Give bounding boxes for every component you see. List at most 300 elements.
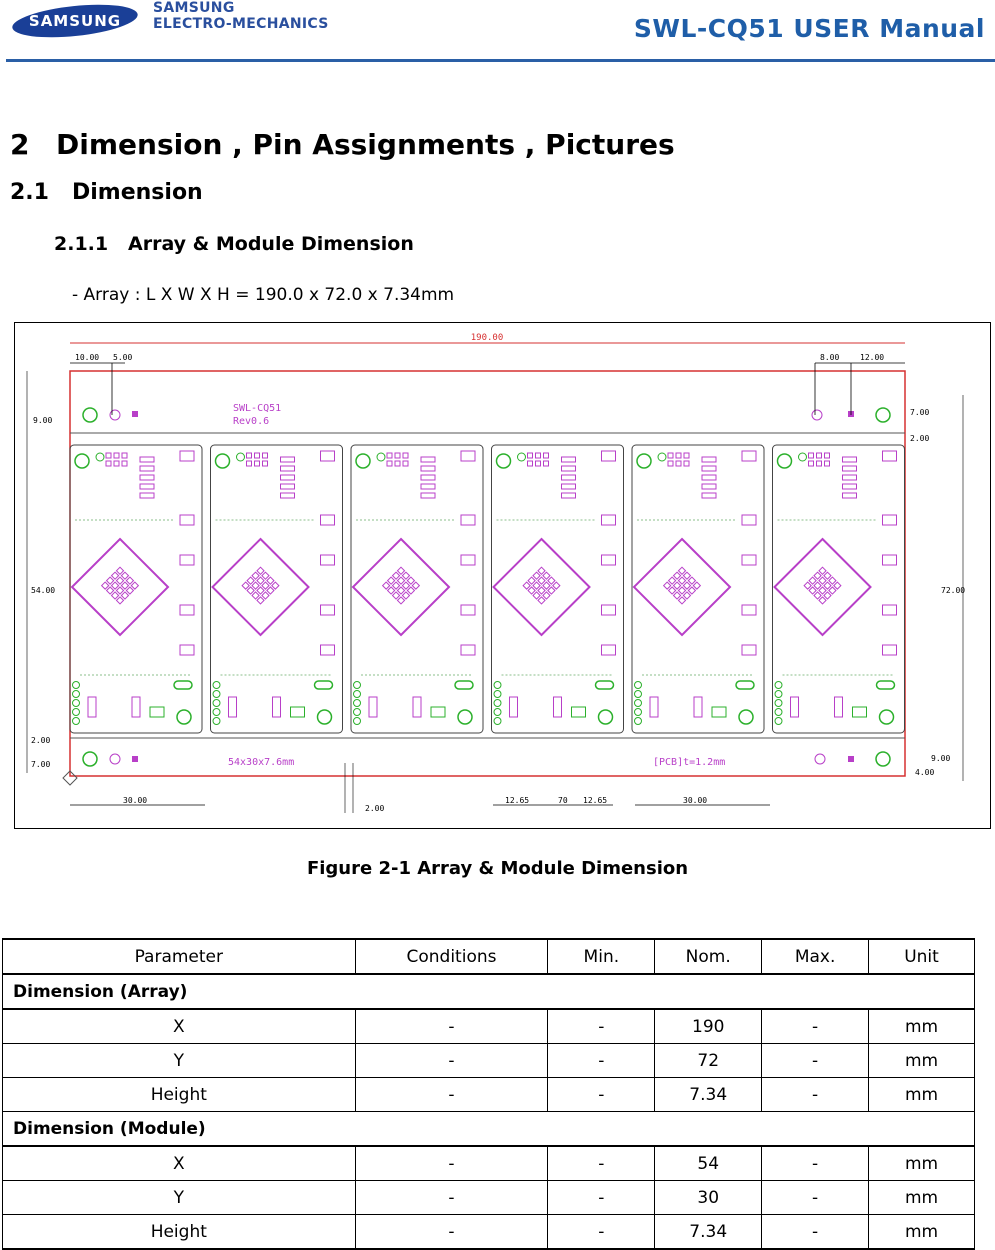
chip-pad xyxy=(257,597,264,604)
pad xyxy=(377,453,385,461)
section-heading-3 xyxy=(54,233,414,255)
chip-pad xyxy=(533,582,540,589)
component xyxy=(421,466,435,471)
chip-pad xyxy=(683,582,690,589)
table-cell: - xyxy=(355,1215,548,1250)
chip-pad xyxy=(102,582,109,589)
chip-pad xyxy=(548,587,555,594)
chip-pad xyxy=(829,587,836,594)
mount-hole xyxy=(637,454,651,468)
edge-pad xyxy=(213,691,220,698)
table-cell: X xyxy=(3,1009,356,1044)
smd-pad xyxy=(668,461,673,466)
table-cell: Height xyxy=(3,1215,356,1250)
chip-pad xyxy=(267,587,274,594)
chip-pad xyxy=(388,577,395,584)
module-outline xyxy=(70,445,202,733)
dim-bottom-1265-b: 12.65 xyxy=(583,796,608,805)
component xyxy=(180,515,194,525)
smd-pad xyxy=(247,453,252,458)
pcb-module xyxy=(70,445,202,733)
chip-pad xyxy=(538,587,545,594)
pad xyxy=(877,681,895,689)
smd-pad xyxy=(817,453,822,458)
component xyxy=(132,697,140,717)
chip-pad xyxy=(257,567,264,574)
smd-pad xyxy=(536,461,541,466)
chip-pad xyxy=(402,592,409,599)
component xyxy=(742,645,756,655)
edge-pad xyxy=(73,709,80,716)
chip-pad xyxy=(548,577,555,584)
fiducial xyxy=(812,410,822,420)
module-outline xyxy=(351,445,483,733)
pad xyxy=(572,707,586,717)
smd-pad xyxy=(684,461,689,466)
chip-pad xyxy=(523,582,530,589)
chip-pad xyxy=(814,582,821,589)
component xyxy=(843,466,857,471)
component xyxy=(742,451,756,461)
chip-pad xyxy=(819,597,826,604)
heading-2-text: Dimension xyxy=(72,180,203,205)
pad xyxy=(431,707,445,717)
dim-total-length: 190.00 xyxy=(470,333,504,343)
tooling-hole xyxy=(876,752,890,766)
chip-pad xyxy=(393,592,400,599)
fiducial xyxy=(848,756,854,762)
pcb-module xyxy=(351,445,483,733)
chip-pad xyxy=(402,582,409,589)
component xyxy=(554,697,562,717)
fiducial xyxy=(132,411,138,417)
table-cell: mm xyxy=(869,1146,975,1181)
module-outline xyxy=(211,445,343,733)
pad xyxy=(799,453,807,461)
dim-left-a: 10.00 xyxy=(75,353,100,362)
chip-pad xyxy=(543,592,550,599)
mount-hole xyxy=(216,454,230,468)
chip-pad xyxy=(678,567,685,574)
mount-hole xyxy=(75,454,89,468)
table-row xyxy=(3,1181,975,1215)
component xyxy=(421,475,435,480)
chip-pad xyxy=(543,572,550,579)
chip-pad xyxy=(683,572,690,579)
edge-pad xyxy=(775,682,782,689)
component xyxy=(843,475,857,480)
pad xyxy=(455,681,473,689)
table-cell: - xyxy=(548,1009,655,1044)
component xyxy=(321,451,335,461)
header-divider xyxy=(6,59,995,62)
chip-pad xyxy=(116,587,123,594)
logo-line-2: ELECTRO-MECHANICS xyxy=(153,16,329,32)
chip-pad xyxy=(528,587,535,594)
component xyxy=(421,457,435,462)
electro-mechanics-logo xyxy=(153,0,329,32)
smd-pad xyxy=(122,461,127,466)
component xyxy=(602,555,616,565)
table-section-row xyxy=(3,1112,975,1147)
component xyxy=(229,697,237,717)
chip-pad xyxy=(267,577,274,584)
chip-pad xyxy=(393,582,400,589)
table-cell: 7.34 xyxy=(655,1215,762,1250)
table-cell: Height xyxy=(3,1078,356,1112)
component xyxy=(702,475,716,480)
chip-pad xyxy=(247,577,254,584)
mount-hole xyxy=(356,454,370,468)
chip-pad xyxy=(397,597,404,604)
smd-pad xyxy=(809,461,814,466)
component xyxy=(321,515,335,525)
mount-hole xyxy=(739,710,753,724)
edge-pad xyxy=(775,700,782,707)
component xyxy=(883,645,897,655)
table-section-title: Dimension (Module) xyxy=(3,1112,975,1147)
smd-pad xyxy=(825,453,830,458)
component xyxy=(321,645,335,655)
chip-pad xyxy=(121,572,128,579)
pad xyxy=(315,681,333,689)
chip-pad xyxy=(688,577,695,584)
edge-pad xyxy=(494,691,501,698)
dim-bottom-1265-a: 12.65 xyxy=(505,796,530,805)
heading-1-text: Dimension , Pin Assignments , Pictures xyxy=(56,128,675,161)
chip-pad xyxy=(819,577,826,584)
fiducial xyxy=(110,410,120,420)
mount-hole xyxy=(880,710,894,724)
smd-pad xyxy=(395,453,400,458)
pad xyxy=(96,453,104,461)
pcb-module xyxy=(632,445,764,733)
smd-pad xyxy=(387,453,392,458)
component xyxy=(180,451,194,461)
component xyxy=(180,555,194,565)
table-cell: - xyxy=(762,1146,869,1181)
chip-pad xyxy=(393,572,400,579)
edge-pad xyxy=(354,682,361,689)
table-cell: - xyxy=(762,1078,869,1112)
smd-pad xyxy=(668,453,673,458)
table-row xyxy=(3,1146,975,1181)
edge-pad xyxy=(635,709,642,716)
pad xyxy=(736,681,754,689)
chip-pad xyxy=(553,582,560,589)
rail-features xyxy=(63,408,890,785)
edge-pad xyxy=(73,682,80,689)
edge-pad xyxy=(354,700,361,707)
component xyxy=(602,515,616,525)
chip-pad xyxy=(397,587,404,594)
dim-bottom-70: 70 xyxy=(558,796,568,805)
chip-pad xyxy=(407,587,414,594)
component xyxy=(461,605,475,615)
table-cell: - xyxy=(762,1044,869,1078)
component xyxy=(562,457,576,462)
table-cell: - xyxy=(762,1009,869,1044)
component xyxy=(562,493,576,498)
chip-pad xyxy=(678,577,685,584)
chip-pad xyxy=(814,592,821,599)
edge-pad xyxy=(354,718,361,725)
smd-pad xyxy=(403,453,408,458)
dim-right-b: 12.00 xyxy=(860,353,885,362)
heading-1-number: 2 xyxy=(10,128,30,161)
samsung-logo-text: SAMSUNG xyxy=(28,12,122,30)
pad xyxy=(658,453,666,461)
smd-pad xyxy=(106,453,111,458)
chip-pad xyxy=(257,577,264,584)
smd-pad xyxy=(106,461,111,466)
smd-pad xyxy=(536,453,541,458)
mount-hole xyxy=(318,710,332,724)
smd-pad xyxy=(817,461,822,466)
table-section-row xyxy=(3,974,975,1009)
pcb-array-drawing xyxy=(15,323,990,828)
component xyxy=(843,484,857,489)
chip-pad xyxy=(252,572,259,579)
smd-pad xyxy=(809,453,814,458)
table-cell: X xyxy=(3,1146,356,1181)
chip-pad xyxy=(272,582,279,589)
chip-pad xyxy=(824,572,831,579)
smd-pad xyxy=(825,461,830,466)
component xyxy=(694,697,702,717)
chip-pad xyxy=(112,572,119,579)
edge-pad xyxy=(213,700,220,707)
component xyxy=(835,697,843,717)
col-header-nom: Nom. xyxy=(655,939,762,974)
component xyxy=(140,466,154,471)
edge-pad xyxy=(494,682,501,689)
component xyxy=(883,605,897,615)
edge-pad xyxy=(494,709,501,716)
chip-pad xyxy=(131,582,138,589)
pad xyxy=(596,681,614,689)
edge-pad xyxy=(494,718,501,725)
dim-bottom-30-right: 30.00 xyxy=(683,796,708,805)
smd-pad xyxy=(122,453,127,458)
component xyxy=(321,605,335,615)
chip-pad xyxy=(538,597,545,604)
chip-pad xyxy=(247,587,254,594)
chip-pad xyxy=(257,587,264,594)
chip-pad xyxy=(388,587,395,594)
dim-left-7: 7.00 xyxy=(31,760,51,769)
section-heading-2 xyxy=(10,180,203,205)
pad xyxy=(174,681,192,689)
edge-pad xyxy=(635,691,642,698)
chip-pad xyxy=(814,572,821,579)
smd-pad xyxy=(684,453,689,458)
pad xyxy=(712,707,726,717)
array-dimension-text: - Array : L X W X H = 190.0 x 72.0 x 7.34mm xyxy=(72,285,455,305)
smd-pad xyxy=(263,453,268,458)
dim-right-2: 2.00 xyxy=(910,434,930,443)
table-cell: - xyxy=(548,1044,655,1078)
component xyxy=(140,457,154,462)
component xyxy=(461,515,475,525)
samsung-logo xyxy=(10,4,140,38)
chip-pad xyxy=(819,567,826,574)
heading-3-text: Array & Module Dimension xyxy=(128,233,414,255)
chip-pad xyxy=(538,577,545,584)
component xyxy=(140,475,154,480)
fiducial xyxy=(132,756,138,762)
table-cell: - xyxy=(548,1215,655,1250)
chip-pad xyxy=(533,572,540,579)
mount-hole xyxy=(497,454,511,468)
chip-pad xyxy=(809,577,816,584)
chip-pad xyxy=(262,582,269,589)
edge-pad xyxy=(635,718,642,725)
chip-pad xyxy=(533,592,540,599)
table-cell: - xyxy=(548,1181,655,1215)
component xyxy=(510,697,518,717)
table-cell: - xyxy=(548,1078,655,1112)
chip-pad xyxy=(674,582,681,589)
manual-title: SWL-CQ51 USER Manual xyxy=(633,14,985,43)
component xyxy=(461,451,475,461)
dim-right-9: 9.00 xyxy=(931,754,951,763)
component xyxy=(321,555,335,565)
table-row xyxy=(3,1009,975,1044)
table-cell: Y xyxy=(3,1044,356,1078)
tooling-hole xyxy=(83,752,97,766)
table-cell: Y xyxy=(3,1181,356,1215)
edge-pad xyxy=(775,691,782,698)
dim-left-b: 5.00 xyxy=(113,353,133,362)
component xyxy=(180,645,194,655)
component xyxy=(702,466,716,471)
col-header-unit: Unit xyxy=(869,939,975,974)
component xyxy=(140,493,154,498)
smd-pad xyxy=(263,461,268,466)
edge-pad xyxy=(73,700,80,707)
table-header-row xyxy=(3,939,975,974)
table-cell: mm xyxy=(869,1009,975,1044)
edge-pad xyxy=(213,682,220,689)
board-label-rev: Rev0.6 xyxy=(233,416,270,427)
chip-pad xyxy=(397,577,404,584)
col-header-min: Min. xyxy=(548,939,655,974)
chip-pad xyxy=(669,587,676,594)
component xyxy=(281,457,295,462)
component xyxy=(843,493,857,498)
pad xyxy=(518,453,526,461)
table-cell: mm xyxy=(869,1044,975,1078)
table-cell: - xyxy=(355,1078,548,1112)
smd-pad xyxy=(114,461,119,466)
chip-pad xyxy=(121,592,128,599)
component xyxy=(791,697,799,717)
chip-pad xyxy=(407,577,414,584)
dim-right-72: 72.00 xyxy=(941,586,966,595)
component xyxy=(461,555,475,565)
dimension-table xyxy=(2,938,975,1250)
smd-pad xyxy=(676,453,681,458)
smd-pad xyxy=(255,453,260,458)
component xyxy=(742,605,756,615)
chip-pad xyxy=(683,592,690,599)
fiducial xyxy=(110,754,120,764)
col-header-parameter: Parameter xyxy=(3,939,356,974)
edge-pad xyxy=(73,718,80,725)
table-cell: - xyxy=(548,1146,655,1181)
chip-pad xyxy=(674,592,681,599)
component xyxy=(650,697,658,717)
smd-pad xyxy=(544,461,549,466)
edge-pad xyxy=(73,691,80,698)
smd-pad xyxy=(247,461,252,466)
chip-pad xyxy=(112,592,119,599)
component xyxy=(562,484,576,489)
component xyxy=(602,605,616,615)
chip-pad xyxy=(252,592,259,599)
pad xyxy=(853,707,867,717)
table-row xyxy=(3,1044,975,1078)
dim-left-9: 9.00 xyxy=(33,416,53,425)
smd-pad xyxy=(528,461,533,466)
smd-pad xyxy=(676,461,681,466)
chip-pad xyxy=(669,577,676,584)
dim-left-54: 54.00 xyxy=(31,586,56,595)
table-row xyxy=(3,1215,975,1250)
page-header xyxy=(0,0,995,64)
component xyxy=(843,457,857,462)
table-cell: mm xyxy=(869,1215,975,1250)
edge-pad xyxy=(635,682,642,689)
chip-pad xyxy=(242,582,249,589)
smd-pad xyxy=(255,461,260,466)
table-cell: - xyxy=(355,1146,548,1181)
component xyxy=(273,697,281,717)
edge-pad xyxy=(213,709,220,716)
component xyxy=(281,493,295,498)
component xyxy=(421,484,435,489)
component xyxy=(88,697,96,717)
dim-right-a: 8.00 xyxy=(820,353,840,362)
pad xyxy=(150,707,164,717)
component xyxy=(602,645,616,655)
chip-pad xyxy=(693,582,700,589)
logo-line-1: SAMSUNG xyxy=(153,0,235,16)
dimension-drawing xyxy=(14,322,991,829)
component xyxy=(140,484,154,489)
pcb-thickness-label: [PCB]t=1.2mm xyxy=(653,757,726,768)
pcb-module xyxy=(773,445,905,733)
table-cell: mm xyxy=(869,1078,975,1112)
chip-pad xyxy=(121,582,128,589)
smd-pad xyxy=(387,461,392,466)
component xyxy=(602,451,616,461)
dim-right-4: 4.00 xyxy=(915,768,935,777)
component xyxy=(421,493,435,498)
smd-pad xyxy=(528,453,533,458)
edge-pad xyxy=(354,709,361,716)
smd-pad xyxy=(114,453,119,458)
component xyxy=(702,484,716,489)
module-outline xyxy=(632,445,764,733)
chip-pad xyxy=(107,587,114,594)
edge-pad xyxy=(775,709,782,716)
component xyxy=(883,451,897,461)
chip-pad xyxy=(383,582,390,589)
component xyxy=(562,475,576,480)
module-outline xyxy=(773,445,905,733)
